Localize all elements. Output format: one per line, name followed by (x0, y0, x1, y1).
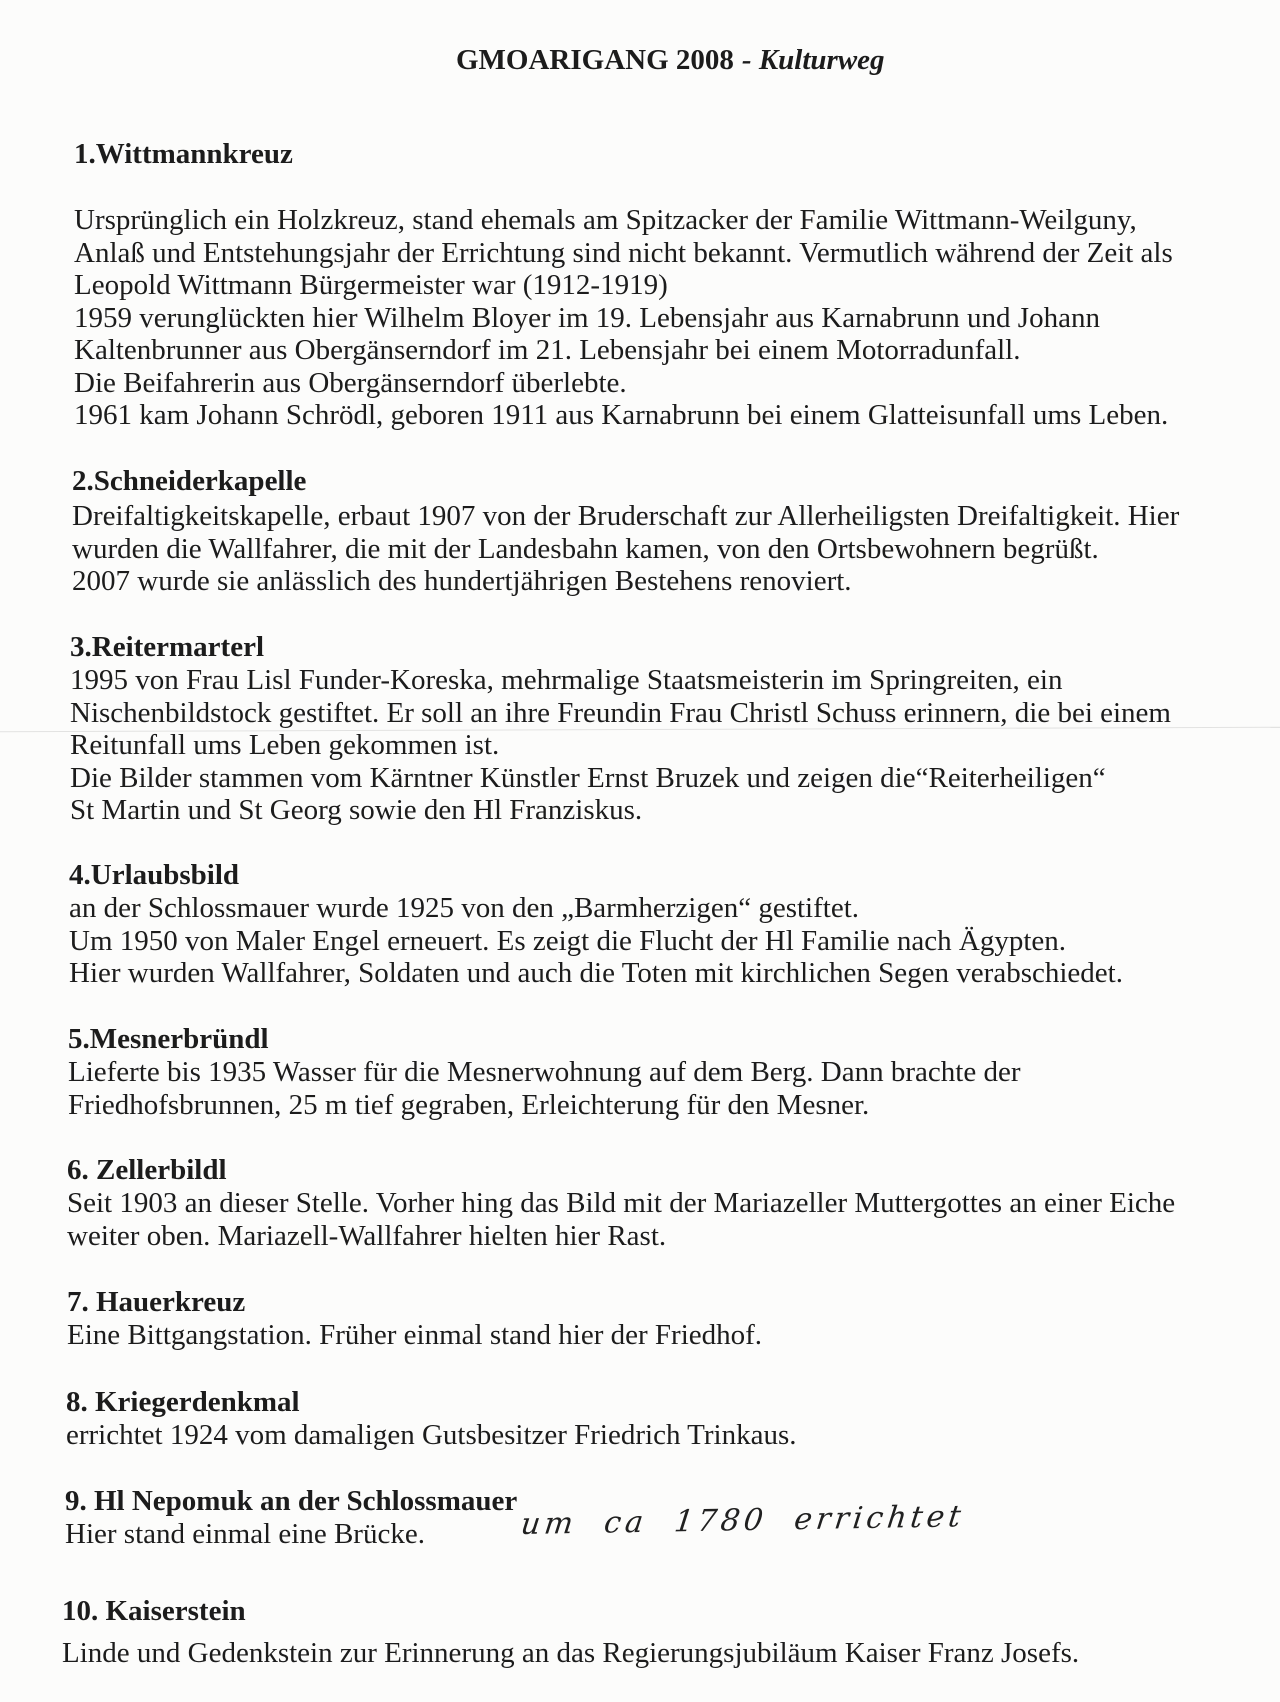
section-wittmannkreuz (74, 138, 1173, 432)
section-reitermarterl (70, 631, 1171, 827)
text-line: Um 1950 von Maler Engel erneuert. Es zeigt die Flucht der Hl Familie nach Ägypten. (69, 924, 1067, 957)
section-heading: 1.Wittmannkreuz (74, 138, 293, 170)
section-urlaubsbild (69, 859, 1123, 990)
text-line: Reitunfall ums Leben gekommen ist. (70, 729, 500, 761)
section-hauerkreuz (67, 1286, 762, 1352)
section-heading: 3.Reitermarterl (70, 631, 265, 663)
section-heading: 10. Kaiserstein (62, 1595, 246, 1627)
section-hl-nepomuk (65, 1485, 967, 1551)
section-mesnerbruendl (68, 1023, 1020, 1121)
section-zellerbildl (67, 1154, 1175, 1252)
text-line: Hier wurden Wallfahrer, Soldaten und auch die Toten mit kirchlichen Segen verabschiedet. (69, 957, 1123, 989)
section-heading: 6. Zellerbildl (67, 1154, 227, 1186)
text-line: 1959 verunglückten hier Wilhelm Bloyer im 19. Lebensjahr aus Karnabrunn und Johann (74, 301, 1100, 334)
section-heading: 2.Schneiderkapelle (72, 465, 307, 497)
text-line: 1961 kam Johann Schrödl, geboren 1911 aus Karnabrunn bei einem Glatteisunfall ums Leben. (74, 399, 1169, 431)
text-line: Eine Bittgangstation. Früher einmal stand hier der Friedhof. (67, 1319, 763, 1351)
section-heading: 4.Urlaubsbild (69, 859, 240, 891)
text-line: Dreifaltigkeitskapelle, erbaut 1907 von der Bruderschaft zur Allerheiligsten Dreifaltigkeit. Hier (72, 500, 1180, 532)
text-line: Nischenbildstock gestiftet. Er soll an ihre Freundin Frau Christl Schuss erinnern, die bei einem (70, 696, 1171, 729)
text-line: Seit 1903 an dieser Stelle. Vorher hing das Bild mit der Mariazeller Muttergottes an einer Eiche (67, 1187, 1176, 1219)
text-line: Lieferte bis 1935 Wasser für die Mesnerwohnung auf dem Berg. Dann brachte der (68, 1056, 1021, 1088)
section-body (67, 1319, 762, 1352)
section-body (69, 892, 1123, 990)
text-line: Kaltenbrunner aus Obergänserndorf im 21. Lebensjahr bei einem Motorradunfall. (74, 334, 1021, 366)
section-body (70, 664, 1171, 827)
text-line: 2007 wurde sie anlässlich des hundertjährigen Bestehens renoviert. (72, 565, 852, 597)
section-body (68, 1056, 1020, 1121)
section-heading: 5.Mesnerbründl (68, 1023, 269, 1055)
section-body (65, 1518, 517, 1551)
title-subtitle: - Kulturweg (741, 44, 885, 76)
text-line: errichtet 1924 vom damaligen Gutsbesitzer Friedrich Trinkaus. (66, 1419, 797, 1451)
text-line: Die Beifahrerin aus Obergänserndorf überlebte. (74, 366, 627, 399)
title-main: GMOARIGANG 2008 (456, 44, 734, 76)
section-body (74, 204, 1173, 432)
text-line: Die Bilder stammen vom Kärntner Künstler Ernst Bruzek und zeigen die“Reiterheiligen“ (70, 761, 1106, 794)
text-line: Friedhofsbrunnen, 25 m tief gegraben, Erleichterung für den Mesner. (68, 1088, 870, 1121)
text-line: Anlaß und Entstehungsjahr der Errichtung sind nicht bekannt. Vermutlich während der Zeit als (74, 236, 1173, 269)
text-line: Hier stand einmal eine Brücke. (65, 1518, 425, 1550)
section-heading: 9. Hl Nepomuk an der Schlossmauer (65, 1485, 518, 1517)
section-heading: 7. Hauerkreuz (67, 1286, 246, 1318)
section-body (72, 500, 1179, 598)
text-line: St Martin und St Georg sowie den Hl Franziskus. (70, 794, 643, 826)
text-line: wurden die Wallfahrer, die mit der Landesbahn kamen, von den Ortsbewohnern begrüßt. (72, 532, 1099, 565)
text-line: weiter oben. Mariazell-Wallfahrer hielten hier Rast. (67, 1219, 667, 1252)
section-heading: 8. Kriegerdenkmal (66, 1386, 300, 1418)
document-title (456, 43, 885, 77)
handwritten-annotation: um ca 1780 errichtet (518, 1499, 967, 1543)
section-kaiserstein (62, 1595, 1079, 1670)
text-line: Linde und Gedenkstein zur Erinnerung an das Regierungsjubiläum Kaiser Franz Josefs. (62, 1637, 1080, 1669)
section-body (66, 1419, 797, 1452)
text-line: an der Schlossmauer wurde 1925 von den „Barmherzigen“ gestiftet. (69, 892, 859, 924)
text-line: 1995 von Frau Lisl Funder-Koreska, mehrmalige Staatsmeisterin im Springreiten, ein (70, 664, 1063, 696)
text-line: Ursprünglich ein Holzkreuz, stand ehemals am Spitzacker der Familie Wittmann-Weilguny, (74, 204, 1137, 236)
text-line: Leopold Wittmann Bürgermeister war (1912-1919) (74, 269, 668, 301)
section-body (62, 1637, 1079, 1670)
section-kriegerdenkmal (66, 1386, 797, 1452)
section-schneiderkapelle (72, 465, 1179, 598)
section-body (67, 1187, 1175, 1252)
